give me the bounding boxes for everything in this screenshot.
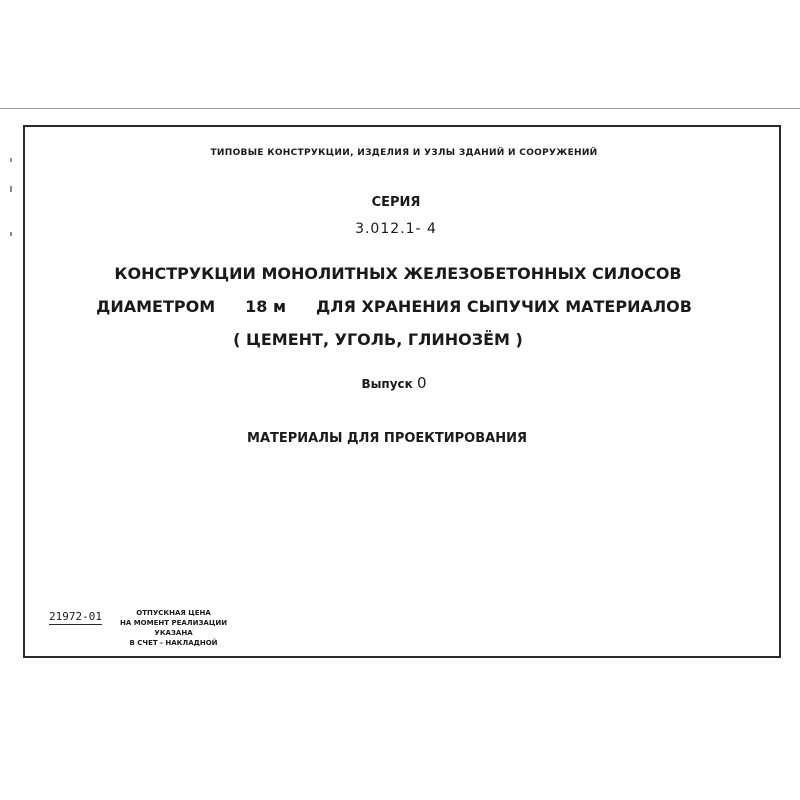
series-label: СЕРИЯ xyxy=(371,195,421,210)
title-line-3: ( ЦЕМЕНТ, УГОЛЬ, ГЛИНОЗЁМ ) xyxy=(233,330,523,349)
title-line-2 xyxy=(15,297,773,316)
collection-header: ТИПОВЫЕ КОНСТРУКЦИИ, ИЗДЕЛИЯ И УЗЛЫ ЗДАНИЙ И СООРУЖЕНИЙ xyxy=(210,148,598,158)
price-note-line: ОТПУСКНАЯ ЦЕНА xyxy=(136,609,211,617)
price-note-line: НА МОМЕНТ РЕАЛИЗАЦИИ xyxy=(120,619,228,627)
issue-number: 0 xyxy=(417,374,427,392)
scan-speck xyxy=(10,232,12,236)
title-diameter-label: ДИАМЕТРОМ xyxy=(96,297,216,316)
price-note-line: В СЧЕТ - НАКЛАДНОЙ xyxy=(129,639,218,647)
scan-speck xyxy=(10,158,12,162)
title-frame xyxy=(23,125,781,658)
scan-speck xyxy=(10,186,12,192)
title-purpose: ДЛЯ ХРАНЕНИЯ СЫПУЧИХ МАТЕРИАЛОВ xyxy=(316,297,692,316)
title-diameter-value: 18 м xyxy=(245,297,287,316)
price-note xyxy=(120,608,227,648)
series-number: 3.012.1- 4 xyxy=(355,221,437,237)
stamp-code: 21972-01 xyxy=(49,610,102,623)
issue-line xyxy=(15,374,773,392)
materials-heading: МАТЕРИАЛЫ ДЛЯ ПРОЕКТИРОВАНИЯ xyxy=(247,431,527,446)
issue-label: Выпуск xyxy=(361,377,413,391)
price-note-line: УКАЗАНА xyxy=(154,629,193,637)
title-line-1: КОНСТРУКЦИИ МОНОЛИТНЫХ ЖЕЛЕЗОБЕТОННЫХ СИЛОСОВ xyxy=(114,264,682,283)
top-rule xyxy=(0,108,800,109)
